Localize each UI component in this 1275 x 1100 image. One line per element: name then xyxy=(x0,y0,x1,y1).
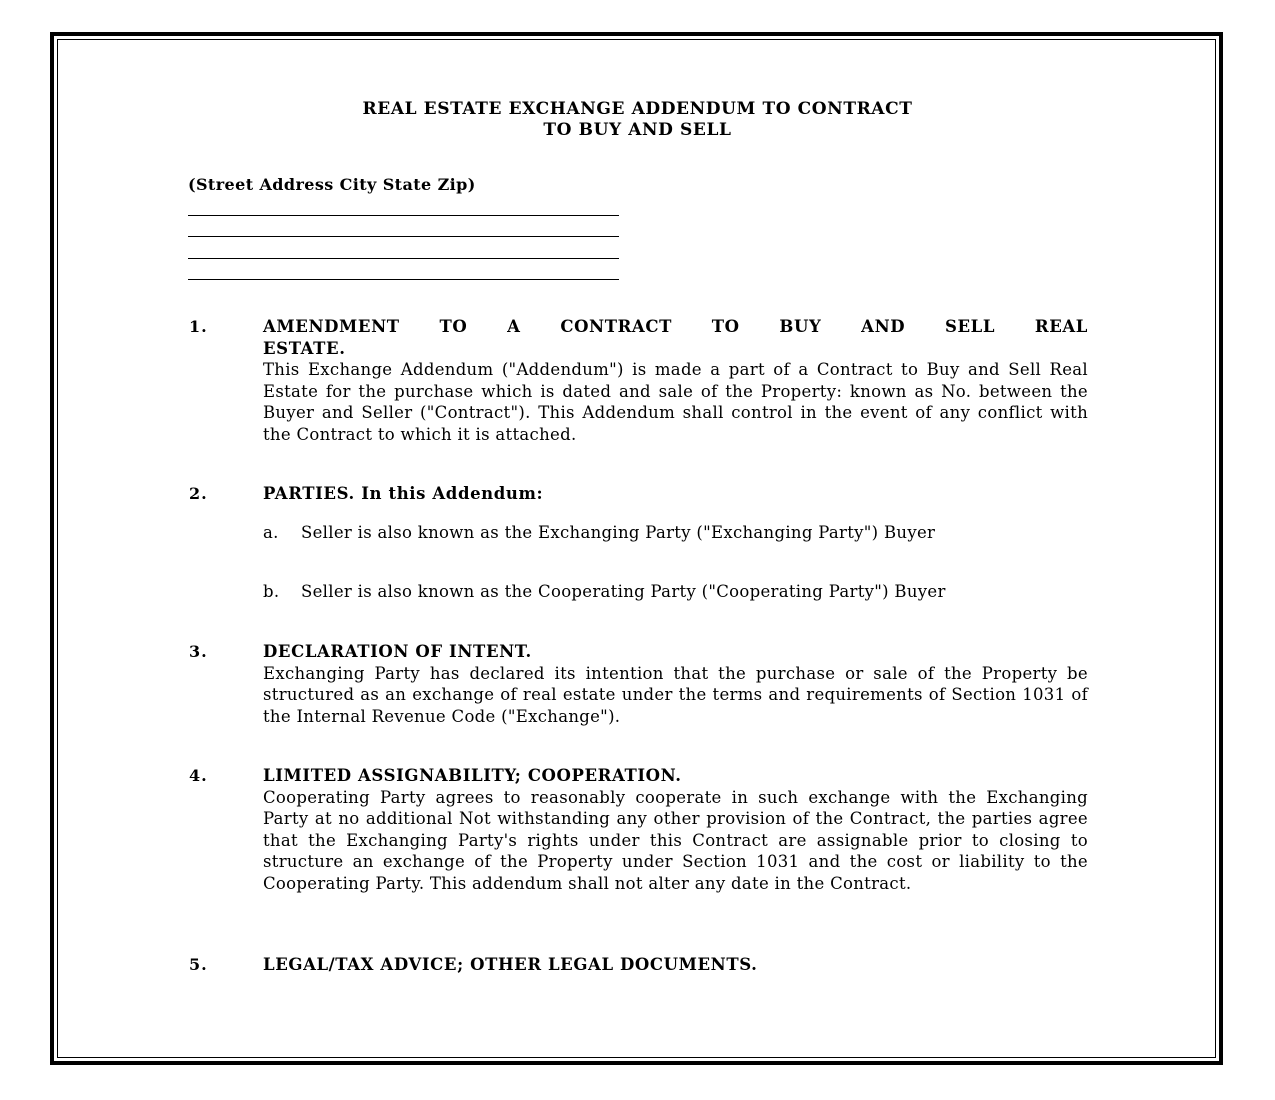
section-body: Exchanging Party has declared its intention that the purchase or sale of the Property be structured as an exchange of real estate under the terms and requirements of Section 1031 of the Internal Revenue Code ("Exchange"). xyxy=(263,663,1088,726)
address-label: (Street Address City State Zip) xyxy=(188,175,476,194)
section-2 xyxy=(263,483,1088,505)
section-body: This Exchange Addendum ("Addendum") is made a part of a Contract to Buy and Sell Real Estate for the purchase which is dated and sale of the Property: known as No. between the Buyer and Seller ("Contract"). This Addendum shall control in the event of any conflict with the Contract to which it is attached. xyxy=(263,360,1088,444)
section-heading: LEGAL/TAX ADVICE; OTHER LEGAL DOCUMENTS. xyxy=(263,955,758,974)
section-number: 4. xyxy=(189,766,208,785)
section-number: 1. xyxy=(189,317,208,336)
title-line-1: REAL ESTATE EXCHANGE ADDENDUM TO CONTRACT xyxy=(362,99,913,119)
address-blank-line xyxy=(188,258,619,259)
address-blank-line xyxy=(188,236,619,237)
section-number: 2. xyxy=(189,484,208,503)
section-number: 3. xyxy=(189,642,208,661)
section-body: Cooperating Party agrees to reasonably cooperate in such exchange with the Exchanging Party at no additional Not withstanding any other provision of the Contract, the parties agree that the Exchanging Party's rights under this Contract are assignable prior to closing to structure an exchange of the Property under Section 1031 and the cost or liability to the Cooperating Party. This addendum shall not alter any date in the Contract. xyxy=(263,787,1088,893)
section-3 xyxy=(263,641,1088,727)
list-item-label: b. xyxy=(263,582,280,601)
section-heading: AMENDMENT TO A CONTRACT TO BUY AND SELL REAL xyxy=(263,317,1088,336)
section-heading: ESTATE. xyxy=(263,338,346,358)
list-item-text: Seller is also known as the Cooperating Party ("Cooperating Party") Buyer xyxy=(301,582,946,601)
section-heading: PARTIES. In this Addendum: xyxy=(263,484,544,503)
section-1 xyxy=(263,316,1088,445)
list-item-text: Seller is also known as the Exchanging Party ("Exchanging Party") Buyer xyxy=(301,523,936,542)
list-item-label: a. xyxy=(263,523,279,542)
address-blank-line xyxy=(188,215,619,216)
document-title xyxy=(0,99,1275,141)
title-line-2: TO BUY AND SELL xyxy=(543,120,732,140)
section-5 xyxy=(263,954,1088,976)
list-item xyxy=(263,581,1088,603)
list-item xyxy=(263,522,1088,544)
section-heading: LIMITED ASSIGNABILITY; COOPERATION. xyxy=(263,766,682,785)
address-blank-line xyxy=(188,279,619,280)
section-number: 5. xyxy=(189,955,208,974)
section-heading: DECLARATION OF INTENT. xyxy=(263,642,532,661)
section-4 xyxy=(263,765,1088,894)
